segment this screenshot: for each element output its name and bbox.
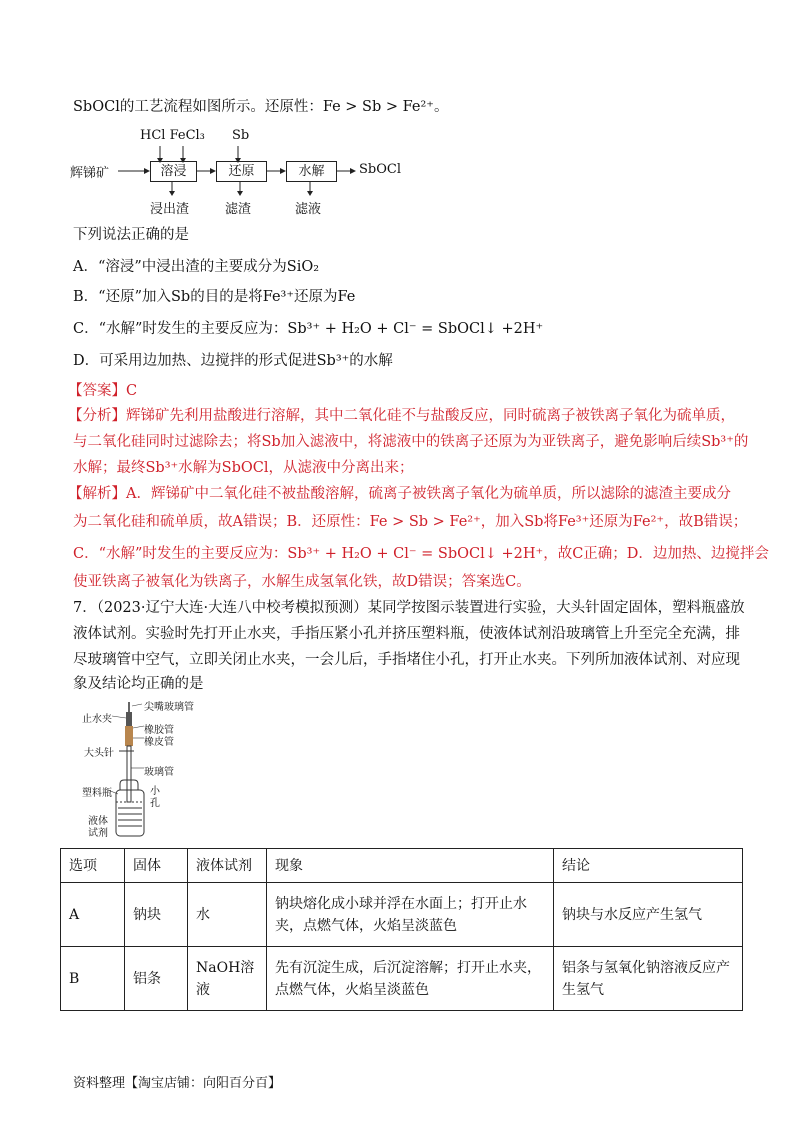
header-conclusion: 结论 [554,849,743,883]
label-pin: 大头针 [84,748,114,759]
q7-line-3: 尽玻璃管中空气，立即关闭止水夹，一会儿后，手指堵住小孔，打开止水夹。下列所加液体试剂、对应现 [73,652,740,668]
header-solid: 固体 [125,849,188,883]
footer-source: 资料整理【淘宝店铺：向阳百分百】 [73,1076,282,1091]
cell-phenomenon: 先有沉淀生成，后沉淀溶解；打开止水夹，点燃气体，火焰呈淡蓝色 [267,947,554,1011]
cell-option: B [61,947,125,1011]
analysis-line-3: 水解；最终Sb³⁺水解为SbOCl，从滤液中分离出来； [73,460,414,476]
analysis-line-2: 与二氧化硅同时过滤除去；将Sb加入滤液中，将滤液中的铁离子还原为为亚铁离子，避免影响后续Sb³⁺的 [73,434,749,450]
output-3: 滤液 [295,202,322,217]
reagents-1: HCl FeCl₃ [140,128,205,143]
cell-solid: 钠块 [125,883,188,947]
step-reduction: 还原 [216,161,267,182]
q7-line-4: 象及结论均正确的是 [73,676,204,692]
cell-liquid: NaOH溶液 [188,947,267,1011]
explanation-line-2: 为二氧化硅和硫单质，故A错误；B．还原性：Fe > Sb > Fe²⁺，加入Sb将Fe³⁺还原为Fe²⁺，故B错误； [73,514,748,530]
output-2: 滤渣 [225,202,252,217]
label-rubber-tube-1: 橡胶管 [144,725,174,736]
label-liquid-1: 液体 [88,816,108,827]
header-phenomenon: 现象 [267,849,554,883]
intro-text: SbOCl的工艺流程如图所示。还原性：Fe > Sb > Fe²⁺。 [73,99,449,115]
explanation-line-1: 【解析】A．辉锑矿中二氧化硅不被盐酸溶解，硫离子被铁离子氧化为硫单质，所以滤除的滤渣主要成分 [68,486,731,502]
label-hole-1: 小 [150,786,160,797]
cell-liquid: 水 [188,883,267,947]
cell-conclusion: 钠块与水反应产生氢气 [554,883,743,947]
cell-option: A [61,883,125,947]
analysis-line-1: 【分析】辉锑矿先利用盐酸进行溶解，其中二氧化硅不与盐酸反应，同时硫离子被铁离子氧化为硫单质， [68,408,735,424]
label-nozzle-tube: 尖嘴玻璃管 [144,702,194,713]
label-rubber-tube-2: 橡皮管 [144,737,174,748]
product: SbOCl [359,162,401,177]
explanation-line-3: C．“水解”时发生的主要反应为：Sb³⁺ + H₂O + Cl⁻ = SbOCl↓ +2H⁺，故C正确；D．边加热、边搅拌会 [73,546,769,562]
header-liquid: 液体试剂 [188,849,267,883]
step-hydrolysis: 水解 [286,161,337,182]
q7-line-2: 液体试剂。实验时先打开止水夹，手指压紧小孔并挤压塑料瓶，使液体试剂沿玻璃管上升至完全充满，排 [73,626,740,642]
option-b: B．“还原”加入Sb的目的是将Fe³⁺还原为Fe [73,289,356,305]
step-leaching: 溶浸 [150,161,197,182]
answer: 【答案】C [68,383,138,399]
option-d: D．可采用边加热、边搅拌的形式促进Sb³⁺的水解 [73,353,393,369]
table-row [61,947,743,1011]
question-stem: 下列说法正确的是 [73,227,189,243]
label-hole-2: 孔 [150,798,160,809]
label-liquid-2: 试剂 [88,828,108,839]
explanation-line-4: 使亚铁离子被氧化为铁离子，水解生成氢氧化铁，故D错误；答案选C。 [73,574,531,590]
q7-line-1: 7．（2023·辽宁大连·大连八中校考模拟预测）某同学按图示装置进行实验，大头针固定固体，塑料瓶盛放 [73,600,745,616]
apparatus-diagram [82,698,212,838]
cell-phenomenon: 钠块熔化成小球并浮在水面上；打开止水夹，点燃气体，火焰呈淡蓝色 [267,883,554,947]
label-glass-tube: 玻璃管 [144,767,174,778]
table-row [61,883,743,947]
output-1: 浸出渣 [150,202,190,217]
options-table [60,848,743,1011]
raw-material: 辉锑矿 [70,166,110,181]
process-flow-diagram [70,128,410,220]
reagent-2: Sb [232,128,250,143]
label-clamp: 止水夹 [82,714,112,725]
option-a: A．“溶浸”中浸出渣的主要成分为SiO₂ [73,259,320,275]
cell-conclusion: 铝条与氢氧化钠溶液反应产生氢气 [554,947,743,1011]
header-option: 选项 [61,849,125,883]
table-header-row [61,849,743,883]
cell-solid: 铝条 [125,947,188,1011]
option-c: C．“水解”时发生的主要反应为：Sb³⁺ + H₂O + Cl⁻ = SbOCl↓ +2H⁺ [73,321,544,337]
label-bottle: 塑料瓶 [82,788,112,799]
